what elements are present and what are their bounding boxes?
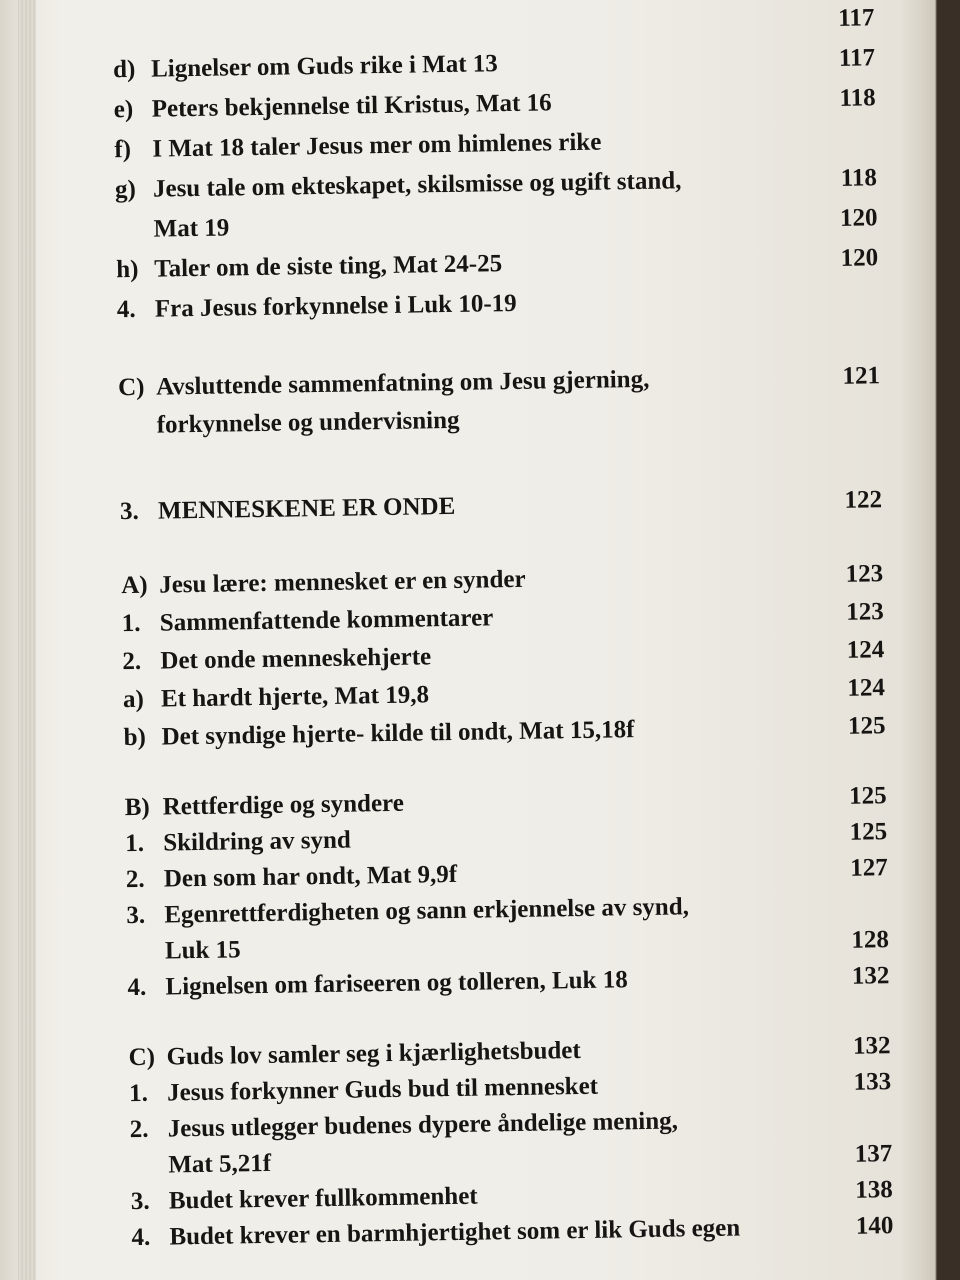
toc-page-number: 137 xyxy=(854,1140,893,1168)
toc-page-number: 123 xyxy=(846,598,884,626)
toc-label xyxy=(127,937,167,938)
toc-label: 3. xyxy=(126,901,146,930)
toc-label: 4. xyxy=(116,295,136,324)
toc-label: A) xyxy=(121,571,148,600)
toc-text: Den som har ondt, Mat 9,9f xyxy=(163,860,458,893)
toc-page-number: 117 xyxy=(838,44,876,72)
toc-text: Avsluttende sammenfatning om Jesu gjerning, xyxy=(155,365,650,401)
toc-label xyxy=(115,216,155,217)
toc-text: Jesu tale om ekteskapet, skilsmisse og ugift stand, xyxy=(152,167,682,203)
toc-page-number: 132 xyxy=(851,962,890,990)
toc-page-number: 124 xyxy=(847,674,886,702)
toc-label: 1. xyxy=(128,1079,149,1108)
toc-text: MENNESKENE ER ONDE xyxy=(157,492,456,525)
toc-page-number xyxy=(800,400,880,401)
toc-label xyxy=(112,16,152,17)
toc-text: Det onde menneskehjerte xyxy=(160,643,432,675)
toc-page-number: 132 xyxy=(852,1032,891,1060)
toc-text: Lignelsen om fariseeren og tolleren, Luk 18 xyxy=(165,966,628,1001)
toc-page-number: 120 xyxy=(839,204,878,232)
toc-page-number xyxy=(808,890,888,891)
toc-label: C) xyxy=(117,373,145,402)
toc-label: 2. xyxy=(129,1115,149,1144)
toc-label: 2. xyxy=(125,865,145,894)
toc-text: Budet krever fullkommenhet xyxy=(168,1182,478,1215)
toc-section-heading xyxy=(8,486,908,536)
toc-page-number: 125 xyxy=(848,782,887,810)
toc-label: h) xyxy=(116,255,139,284)
toc-page-number xyxy=(799,284,879,285)
toc-text: Mat 5,21f xyxy=(168,1149,272,1179)
toc-page-number: 140 xyxy=(855,1212,894,1240)
toc-page-number: 133 xyxy=(853,1068,892,1096)
toc-text: Egenrettferdigheten og sann erkjennelse av synd, xyxy=(164,893,690,929)
toc-text: Det syndige hjerte- kilde til ondt, Mat 15,18f xyxy=(161,716,635,751)
toc-page-number: 125 xyxy=(847,712,886,740)
toc-page-number: 117 xyxy=(838,4,875,32)
toc-label: d) xyxy=(112,55,136,84)
toc-page-number: 118 xyxy=(840,164,878,192)
toc-label: 2. xyxy=(122,647,142,676)
toc-label: 3. xyxy=(130,1187,150,1216)
toc-page-number: 125 xyxy=(849,818,888,846)
toc-page-number: 127 xyxy=(850,854,888,882)
toc-text: Fra Jesus forkynnelse i Luk 10-19 xyxy=(154,289,517,323)
toc-label xyxy=(118,412,158,413)
toc-text: Guds lov samler seg i kjærlighetsbudet xyxy=(166,1037,581,1071)
toc-label: C) xyxy=(128,1043,156,1072)
toc-page-number: 128 xyxy=(851,926,890,954)
toc-text: Lignelser om Guds rike i Mat 13 xyxy=(150,50,499,83)
toc-page-number: 138 xyxy=(855,1176,894,1204)
toc-text: Skildring av synd xyxy=(163,826,352,857)
toc-label: 3. xyxy=(119,497,140,526)
toc-page-number: 120 xyxy=(840,244,879,272)
toc-page-number: 121 xyxy=(842,362,881,390)
toc-text: Budet krever en barmhjertighet som er lik Guds egen xyxy=(169,1214,741,1251)
toc-label: a) xyxy=(122,685,145,714)
toc-text: Jesus utlegger budenes dypere åndelige mening, xyxy=(167,1107,679,1143)
toc-label: e) xyxy=(113,95,134,124)
toc-label: b) xyxy=(123,723,147,752)
toc-text: I Mat 18 taler Jesus mer om himlenes rike xyxy=(152,128,602,163)
toc-page-number: 123 xyxy=(845,560,884,588)
toc-text: Rettferdige og syndere xyxy=(162,789,405,821)
toc-text: Et hardt hjerte, Mat 19,8 xyxy=(160,681,430,713)
toc-label: g) xyxy=(114,175,137,204)
toc-text: Jesu lære: mennesket er en synder xyxy=(158,565,526,599)
toc-label xyxy=(130,1151,170,1152)
toc-text: Taler om de siste ting, Mat 24-25 xyxy=(154,250,503,283)
toc-text: Jesus forkynner Guds bud til mennesket xyxy=(166,1072,599,1107)
toc-page-number xyxy=(796,124,876,125)
toc-text: Peters bekjennelse til Kristus, Mat 16 xyxy=(151,89,552,123)
toc-label: 4. xyxy=(127,973,147,1002)
toc-page-number: 122 xyxy=(844,486,883,514)
toc-text: forkynnelse og undervisning xyxy=(156,406,460,439)
toc-page-number: 118 xyxy=(839,84,876,112)
toc-label: 1. xyxy=(125,829,145,858)
toc-page-number: 124 xyxy=(846,636,885,664)
toc-text: Luk 15 xyxy=(164,936,241,965)
toc-label: 1. xyxy=(121,609,141,638)
toc-label: 4. xyxy=(131,1223,151,1252)
toc-text: Mat 19 xyxy=(153,214,230,243)
toc-label: f) xyxy=(114,135,132,164)
toc-page-number xyxy=(811,1104,891,1105)
toc-text: Sammenfattende kommentarer xyxy=(159,604,494,637)
toc-label: B) xyxy=(124,793,150,822)
